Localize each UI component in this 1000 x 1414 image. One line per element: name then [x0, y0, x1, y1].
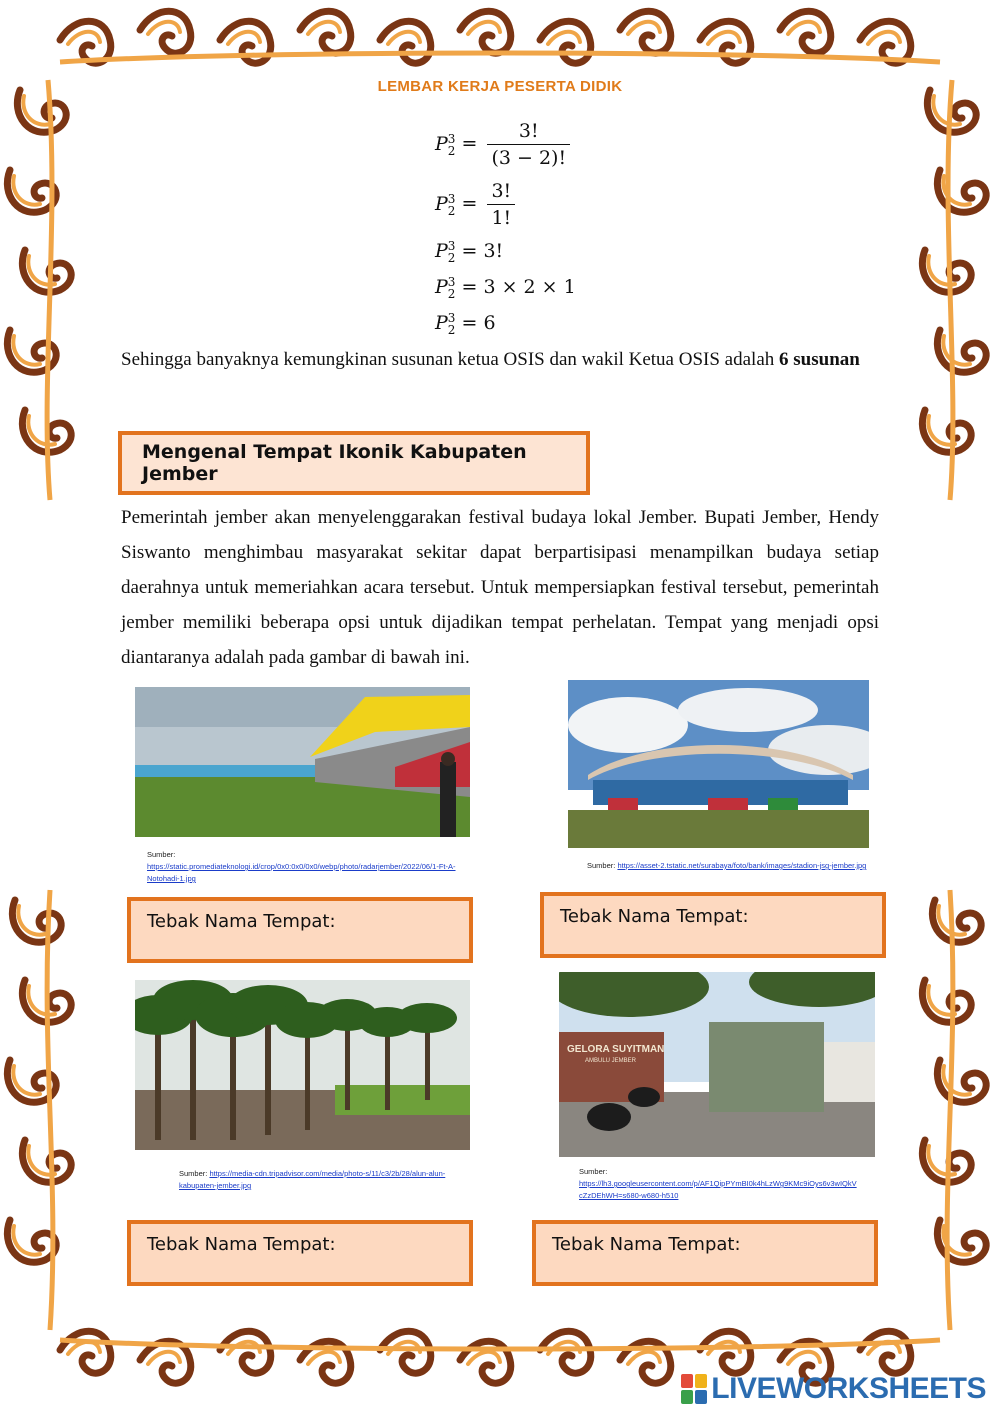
liveworksheets-logo-icon	[681, 1374, 707, 1404]
conclusion-paragraph: Sehingga banyaknya kemungkinan susunan ketua OSIS dan wakil Ketua OSIS adalah 6 susunan	[121, 349, 860, 370]
photo-2-source: Sumber: https://asset-2.tstatic.net/surabaya/foto/bank/images/stadion-jsg-jember.jpg	[587, 861, 867, 870]
photo-2-source-link[interactable]: https://asset-2.tstatic.net/surabaya/foto/bank/images/stadion-jsg-jember.jpg	[617, 861, 867, 870]
math-line-2: P 3 2 = $\frac{3!}{1!}$	[435, 180, 515, 229]
math-line-1: P 3 2 = $\frac{3!}{(3 - 2)!}$	[435, 120, 570, 169]
photo-stadium-notohadi	[135, 687, 470, 837]
photo-3-source-link[interactable]: https://media-cdn.tripadvisor.com/media/photo-s/11/c3/2b/28/alun-alun-kabupaten-jember.jpg	[179, 1169, 446, 1190]
photo-gelora-suyitman	[559, 972, 875, 1157]
answer-label-4: Tebak Nama Tempat:	[552, 1234, 741, 1255]
answer-box-4[interactable]	[532, 1220, 878, 1286]
top-ornament	[60, 11, 940, 63]
answer-box-2[interactable]	[540, 892, 886, 958]
sign-gelora: GELORA SUYITMAN	[567, 1044, 665, 1055]
left-ornament-top	[7, 80, 71, 500]
sign-ambulu: AMBULU JEMBER	[585, 1058, 637, 1064]
photo-4-source: Sumber: https://lh3.googleusercontent.com/p/AF1QipPYmBI0k4hLzWg9KMc9iOys6v3wIQkVcZzDEhWH=s680-w680-h510	[579, 1167, 857, 1200]
photo-3-source: Sumber: https://media-cdn.tripadvisor.com/media/photo-s/11/c3/2b/28/alun-alun-kabupaten-jember.jpg	[179, 1169, 446, 1190]
watermark-text: LIVEWORKSHEETS	[711, 1372, 986, 1405]
photo-4-source-link[interactable]: https://lh3.googleusercontent.com/p/AF1QipPYmBI0k4hLzWg9KMc9iOys6v3wIQkVcZzDEhWH=s680-w680-h510	[579, 1179, 857, 1200]
right-ornament-top	[922, 80, 986, 500]
worksheet-header: LEMBAR KERJA PESERTA DIDIK	[377, 78, 623, 95]
math-line-5: P 3 2 = 6	[435, 311, 496, 337]
right-ornament-bottom	[922, 890, 986, 1330]
math-line-4: P 3 2 = 3 × 2 × 1	[435, 275, 576, 301]
section-title: Mengenal Tempat Ikonik Kabupaten Jember	[142, 441, 527, 485]
math-line-3: P 3 2 = 3!	[435, 239, 504, 265]
photo-stadium-jsg	[568, 680, 869, 848]
left-ornament-bottom	[7, 890, 71, 1330]
photo-1-source-link[interactable]: https://static.promediateknologi.id/crop/0x0:0x0/0x0/webp/photo/radarjember/2022/06/1-Ft-A-Notohadi-1.jpg	[147, 862, 456, 883]
intro-paragraph: Pemerintah jember akan menyelenggarakan festival budaya lokal Jember. Bupati Jember, Hendy Siswanto menghimbau masyarakat sekitar dapat berpartisipasi menampilkan budaya setiap daerahnya untuk memeriahkan acara tersebut. Untuk mempersiapkan festival tersebut, pemerintah jember memiliki beberapa opsi untuk dijadikan tempat perhelatan. Tempat yang menjadi opsi diantaranya adalah pada gambar di bawah ini.	[121, 507, 879, 668]
answer-label-3: Tebak Nama Tempat:	[147, 1234, 336, 1255]
section-title-box	[118, 431, 590, 495]
answer-box-1[interactable]	[127, 897, 473, 963]
photo-alun-alun	[135, 980, 470, 1150]
liveworksheets-watermark	[681, 1372, 986, 1406]
answer-box-3[interactable]	[127, 1220, 473, 1286]
photo-1-source: Sumber: https://static.promediateknologi.id/crop/0x0:0x0/0x0/webp/photo/radarjember/2022/06/1-Ft-A-Notohadi-1.jpg	[147, 850, 456, 883]
conclusion-answer: 6 susunan	[779, 349, 860, 370]
answer-label-2: Tebak Nama Tempat:	[560, 906, 749, 927]
answer-label-1: Tebak Nama Tempat:	[147, 911, 336, 932]
